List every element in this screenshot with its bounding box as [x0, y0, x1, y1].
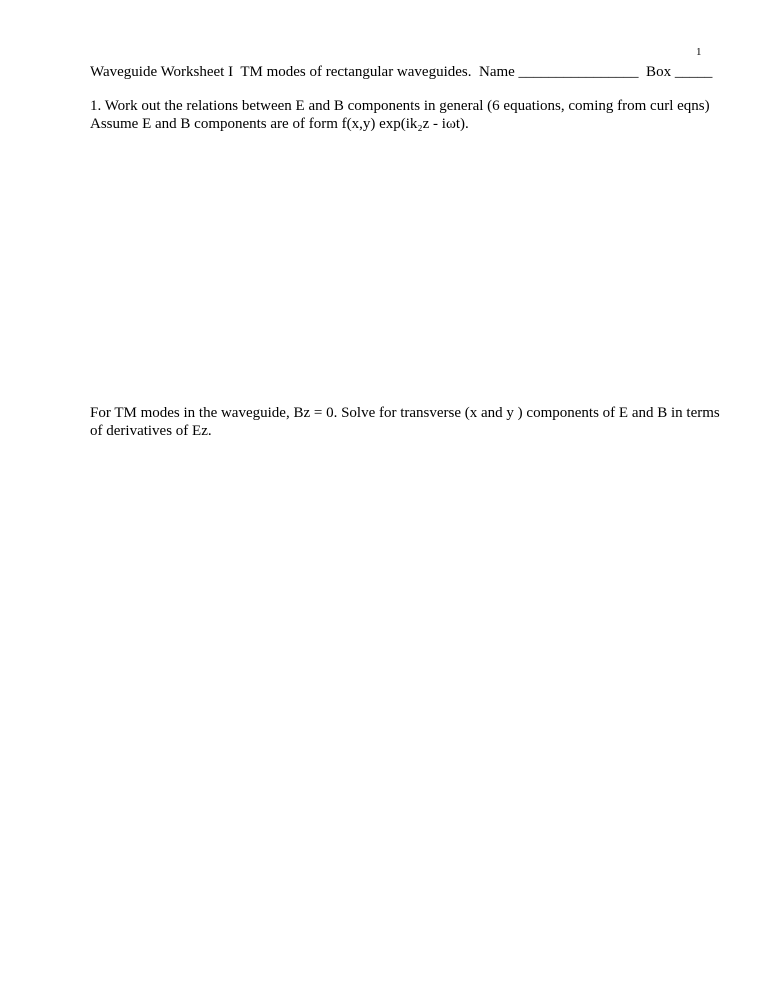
question-1-assumption: Assume E and B components are of form f(x,y) exp(ik₂z - iωt). — [90, 116, 469, 132]
tm-mode-instruction: For TM modes in the waveguide, Bz = 0. Solve for transverse (x and y ) components of E and B in terms — [90, 405, 720, 421]
page-number: 1 — [696, 46, 702, 58]
worksheet-title-line: Waveguide Worksheet I TM modes of rectangular waveguides. Name ________________ Box _____ — [90, 64, 713, 80]
tm-mode-instruction-continued: of derivatives of Ez. — [90, 423, 212, 439]
question-1-text: 1. Work out the relations between E and B components in general (6 equations, coming from curl eqns) — [90, 98, 710, 114]
